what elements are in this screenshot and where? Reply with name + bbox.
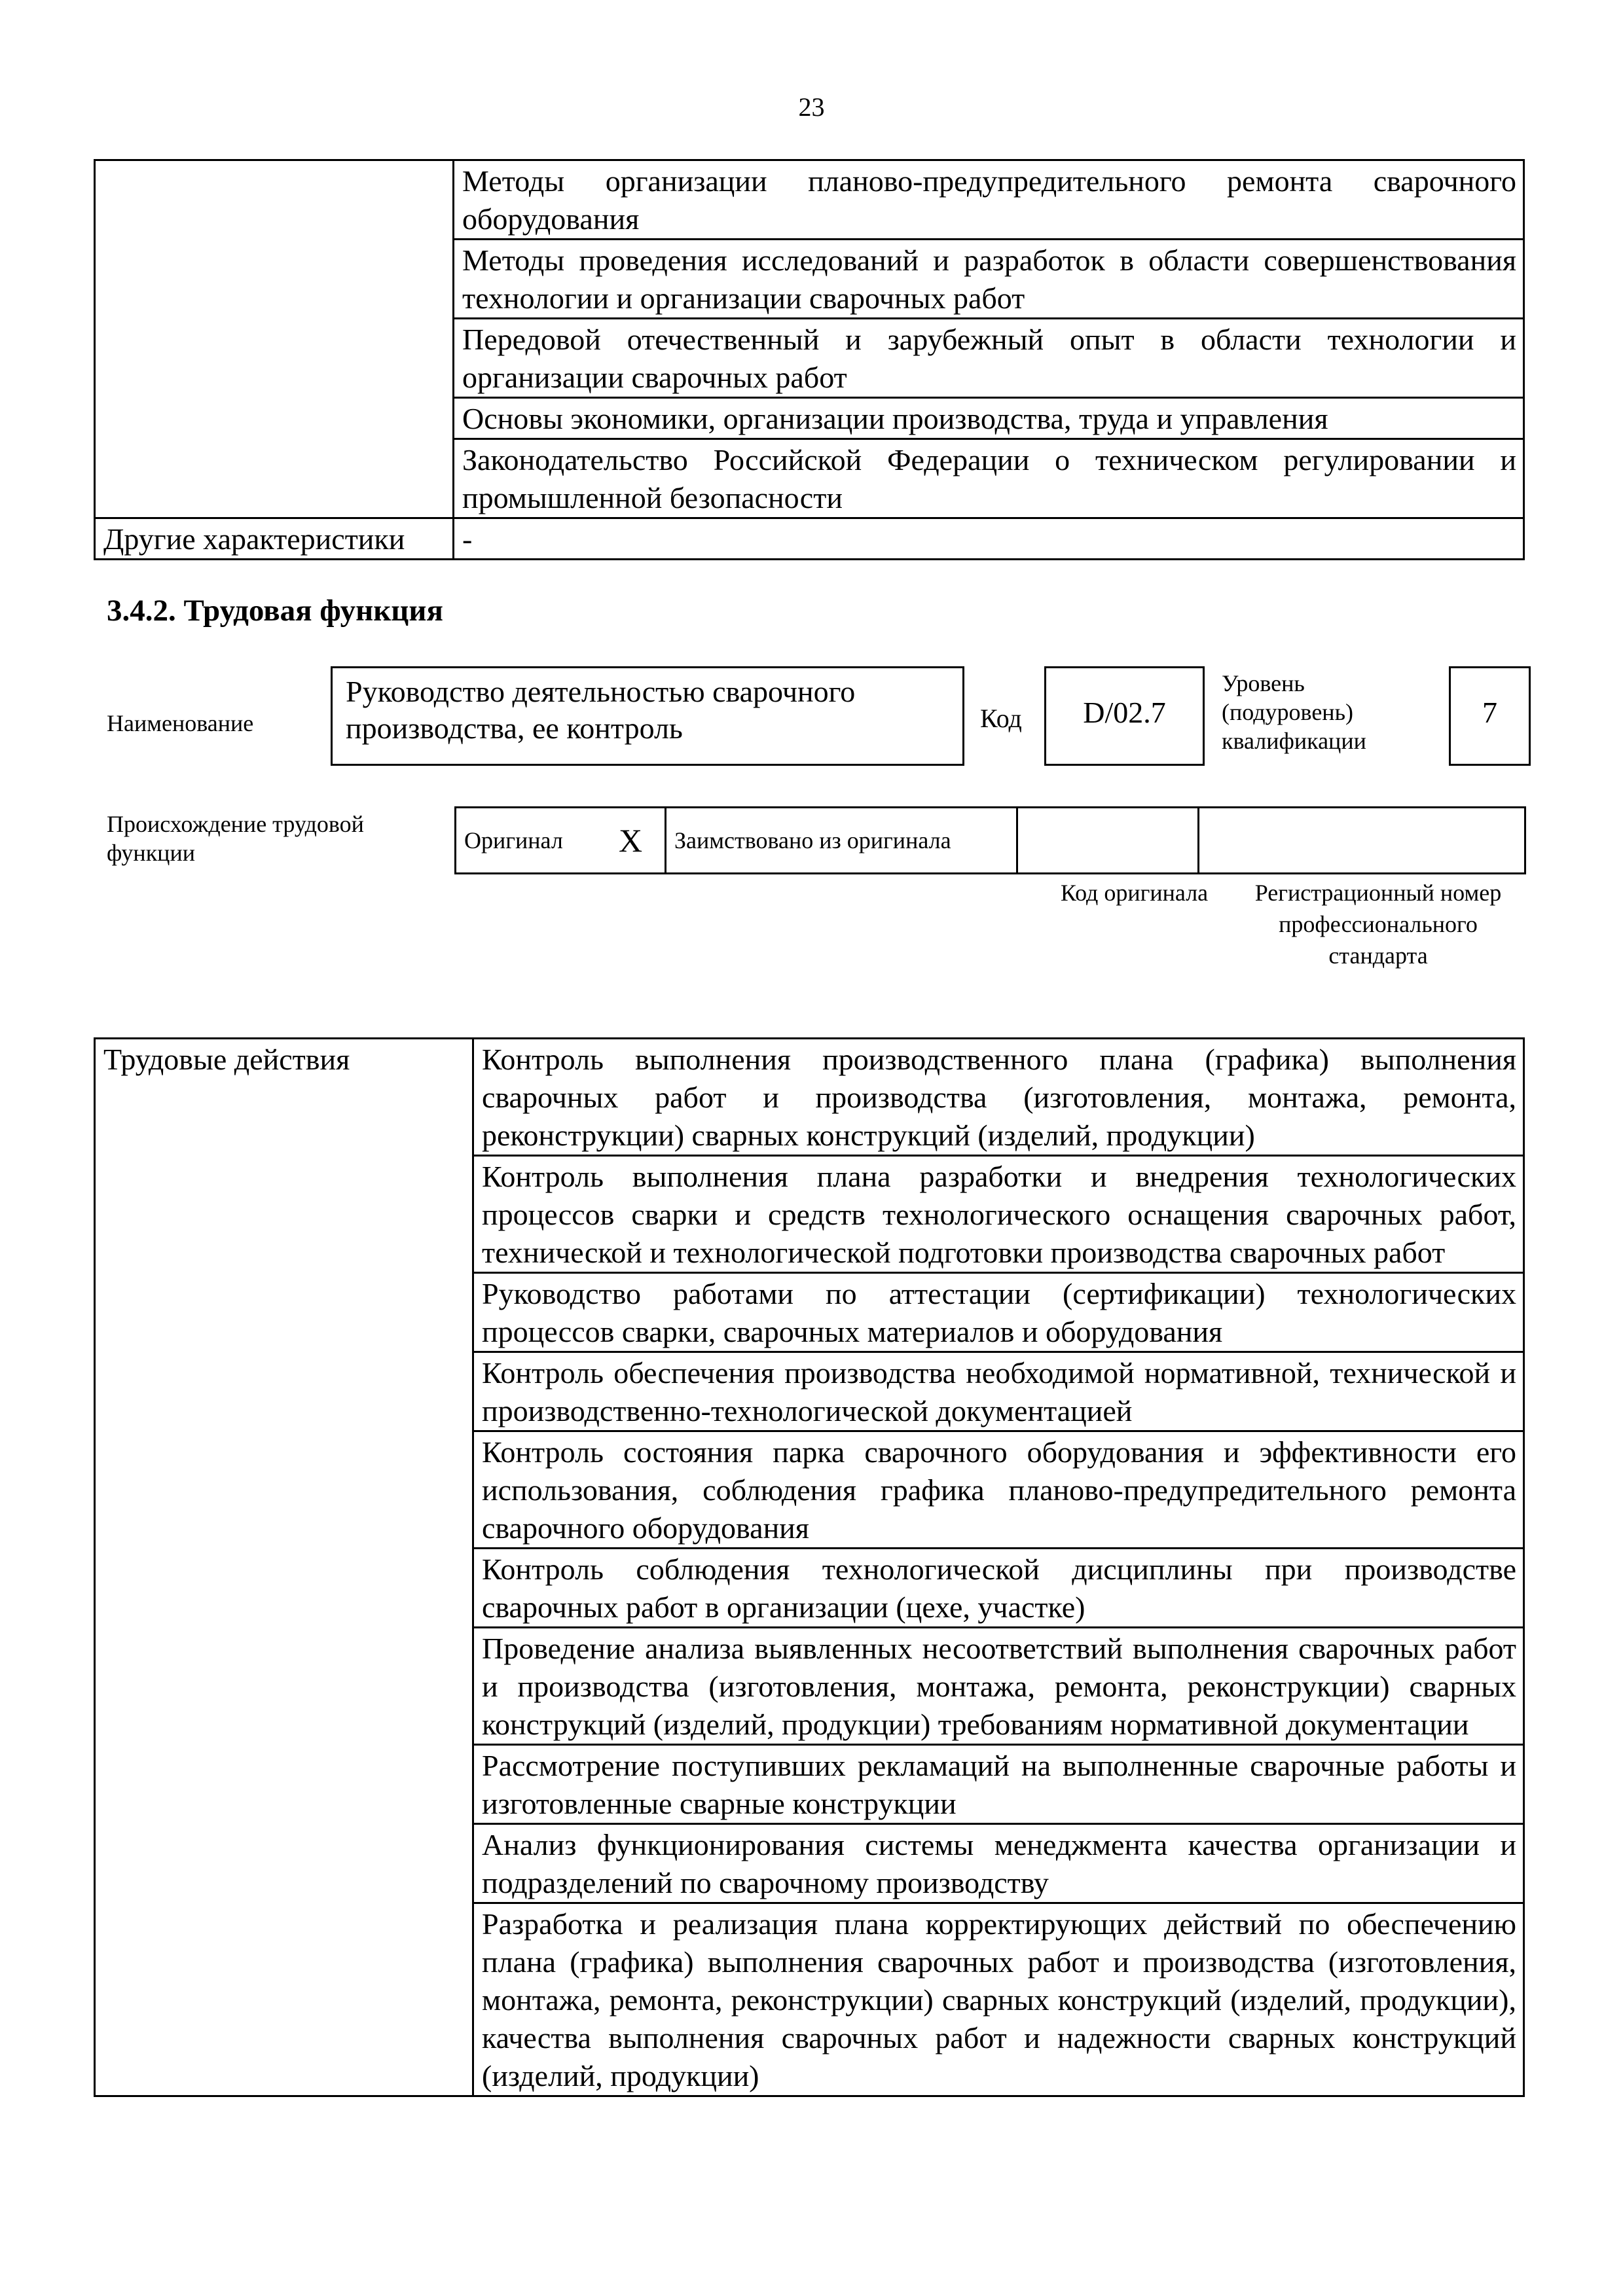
labor-actions-label: Трудовые действия [95, 1039, 473, 2096]
table-row [95, 518, 1524, 560]
other-characteristics-label: Другие характеристики [95, 518, 454, 560]
labor-actions-table [94, 1037, 1525, 2097]
table-row [95, 160, 1524, 240]
table-cell: Разработка и реализация плана корректирующих действий по обеспечению плана (графика) выполнения сварочных работ и производства (изготовления, монтажа, ремонта, реконструкции) сварных конструкций (изделий, продукции), качества выполнения сварочных работ и надежности сварных конструкций (изделий, продукции) [473, 1903, 1524, 2096]
code-label: Код [980, 704, 1022, 733]
name-value-box: Руководство деятельностью сварочного производства, ее контроль [331, 666, 964, 766]
original-code-caption: Код оригинала [1060, 880, 1209, 906]
name-label: Наименование [107, 710, 254, 736]
table-cell: Руководство работами по аттестации (сертификации) технологических процессов сварки, сварочных материалов и оборудования [473, 1273, 1524, 1352]
knowledge-table-continuation [94, 159, 1525, 560]
level-value-box: 7 [1449, 666, 1531, 766]
code-value-box: D/02.7 [1044, 666, 1205, 766]
table-cell: Законодательство Российской Федерации о техническом регулировании и промышленной безопасности [454, 439, 1524, 518]
origin-label: Происхождение трудовой функции [107, 811, 364, 866]
table-cell: Рассмотрение поступивших рекламаций на выполненные сварочные работы и изготовленные сварные конструкции [473, 1745, 1524, 1824]
page-number: 23 [798, 92, 825, 122]
table-cell: Основы экономики, организации производства, труда и управления [454, 398, 1524, 439]
borrowed-label: Заимствовано из оригинала [666, 808, 1017, 874]
table-cell: Методы организации планово-предупредительного ремонта сварочного оборудования [454, 160, 1524, 240]
level-label: Уровень (подуровень) квалификации [1222, 670, 1366, 754]
table-cell: Контроль соблюдения технологической дисциплины при производстве сварочных работ в организации (цехе, участке) [473, 1549, 1524, 1628]
table-cell: Контроль обеспечения производства необходимой нормативной, технической и производственно-технологической документацией [473, 1352, 1524, 1431]
table-cell: Анализ функционирования системы менеджмента качества организации и подразделений по сварочному производству [473, 1824, 1524, 1903]
original-code-cell [1017, 808, 1199, 874]
table-row [95, 1039, 1524, 1156]
table-cell: Контроль состояния парка сварочного оборудования и эффективности его использования, соблюдения графика планово-предупредительного ремонта сварочного оборудования [473, 1431, 1524, 1549]
table-cell: Проведение анализа выявленных несоответствий выполнения сварочных работ и производства (изготовления, монтажа, ремонта, реконструкции) сварных конструкций (изделий, продукции) требованиям нормативной документации [473, 1628, 1524, 1745]
origin-table [454, 806, 1526, 874]
original-label: Оригинал [456, 808, 597, 874]
registration-number-caption: Регистрационный номер профессионального стандарта [1254, 880, 1502, 969]
other-characteristics-value: - [454, 518, 1524, 560]
section-title: 3.4.2. Трудовая функция [107, 594, 443, 628]
table-cell-empty [95, 160, 454, 518]
table-cell: Контроль выполнения плана разработки и внедрения технологических процессов сварки и средств технологического оснащения сварочных работ, технической и технологической подготовки производства сварочных работ [473, 1156, 1524, 1273]
table-cell: Контроль выполнения производственного плана (графика) выполнения сварочных работ и производства (изготовления, монтажа, ремонта, реконструкции) сварных конструкций (изделий, продукции) [473, 1039, 1524, 1156]
table-cell: Методы проведения исследований и разработок в области совершенствования технологии и организации сварочных работ [454, 240, 1524, 319]
original-mark: X [596, 808, 666, 874]
table-row [456, 808, 1525, 874]
table-cell: Передовой отечественный и зарубежный опыт в области технологии и организации сварочных работ [454, 319, 1524, 398]
registration-number-cell [1199, 808, 1525, 874]
